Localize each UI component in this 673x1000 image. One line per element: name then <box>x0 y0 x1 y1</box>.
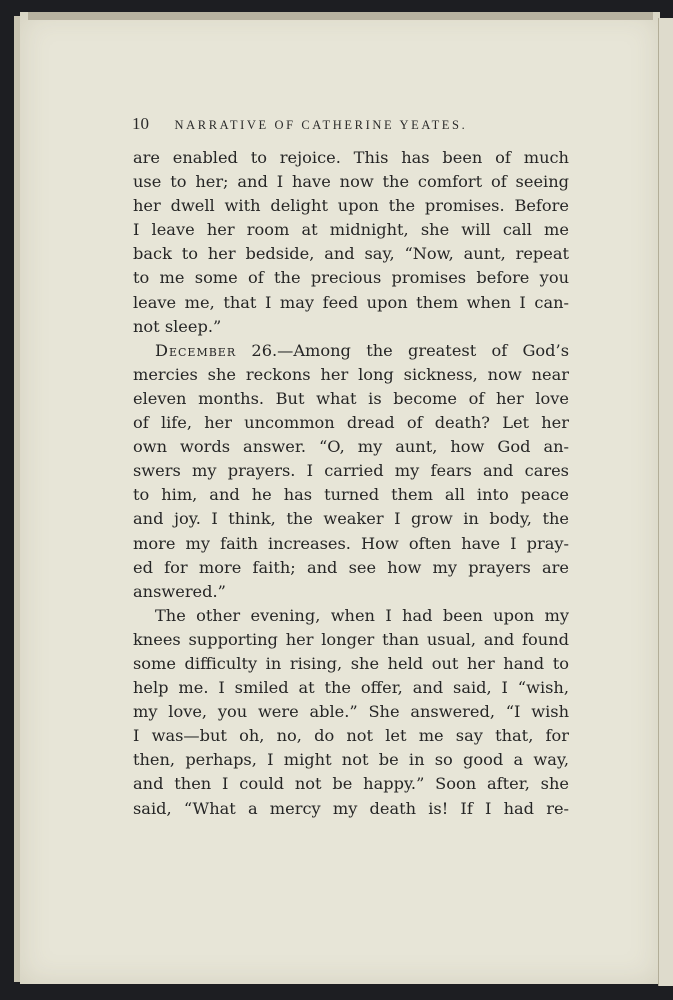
text-line-rest: 26.—Among the greatest of God’s <box>236 340 569 360</box>
text-line: are enabled to rejoice. This has been of much <box>133 148 569 167</box>
adjacent-page-edge <box>658 18 673 986</box>
date-label: December <box>155 340 237 360</box>
text-line: said, “What a mercy my death is! If I had re- <box>133 798 569 818</box>
page-top-edge <box>28 12 653 20</box>
text-line: and then I could not be happy.” Soon after, she <box>133 774 569 794</box>
text-line: more my faith increases. How often have I pray- <box>133 533 569 553</box>
text-line: swers my prayers. I carried my fears and cares <box>133 461 569 481</box>
text-line: to me some of the precious promises before you <box>133 268 569 288</box>
running-head-title: NARRATIVE OF CATHERINE YEATES. <box>174 118 468 132</box>
text-line: some difficulty in rising, she held out her hand to <box>133 653 569 673</box>
page-number: 10 <box>132 114 149 133</box>
running-head <box>132 114 572 134</box>
text-line: eleven months. But what is become of her love <box>133 388 569 408</box>
text-line: use to her; and I have now the comfort of seeing <box>133 172 569 192</box>
text-line: of life, her uncommon dread of death? Let her <box>133 413 569 433</box>
body-text <box>133 146 569 821</box>
text-line: I was—but oh, no, do not let me say that, for <box>133 726 569 746</box>
text-line: mercies she reckons her long sickness, now near <box>133 364 569 384</box>
text-line: I leave her room at midnight, she will call me <box>133 220 569 240</box>
text-line: help me. I smiled at the offer, and said, I “wish, <box>133 678 569 698</box>
text-line: answered.” <box>133 581 226 601</box>
text-line: and joy. I think, the weaker I grow in body, the <box>133 509 569 529</box>
text-line: my love, you were able.” She answered, “I wish <box>133 702 569 722</box>
text-line: The other evening, when I had been upon my <box>155 605 569 625</box>
text-line: her dwell with delight upon the promises. Before <box>133 196 569 216</box>
text-line: knees supporting her longer than usual, and found <box>133 629 569 649</box>
text-line: to him, and he has turned them all into peace <box>133 485 569 505</box>
text-line: back to her bedside, and say, “Now, aunt, repeat <box>133 244 569 264</box>
text-line: then, perhaps, I might not be in so good a way, <box>133 750 569 770</box>
text-line: ed for more faith; and see how my prayers are <box>133 557 569 577</box>
text-line: not sleep.” <box>133 316 222 336</box>
text-line: own words answer. “O, my aunt, how God an- <box>133 437 569 457</box>
text-line: leave me, that I may feed upon them when I can- <box>133 292 569 312</box>
text-line <box>133 339 569 363</box>
